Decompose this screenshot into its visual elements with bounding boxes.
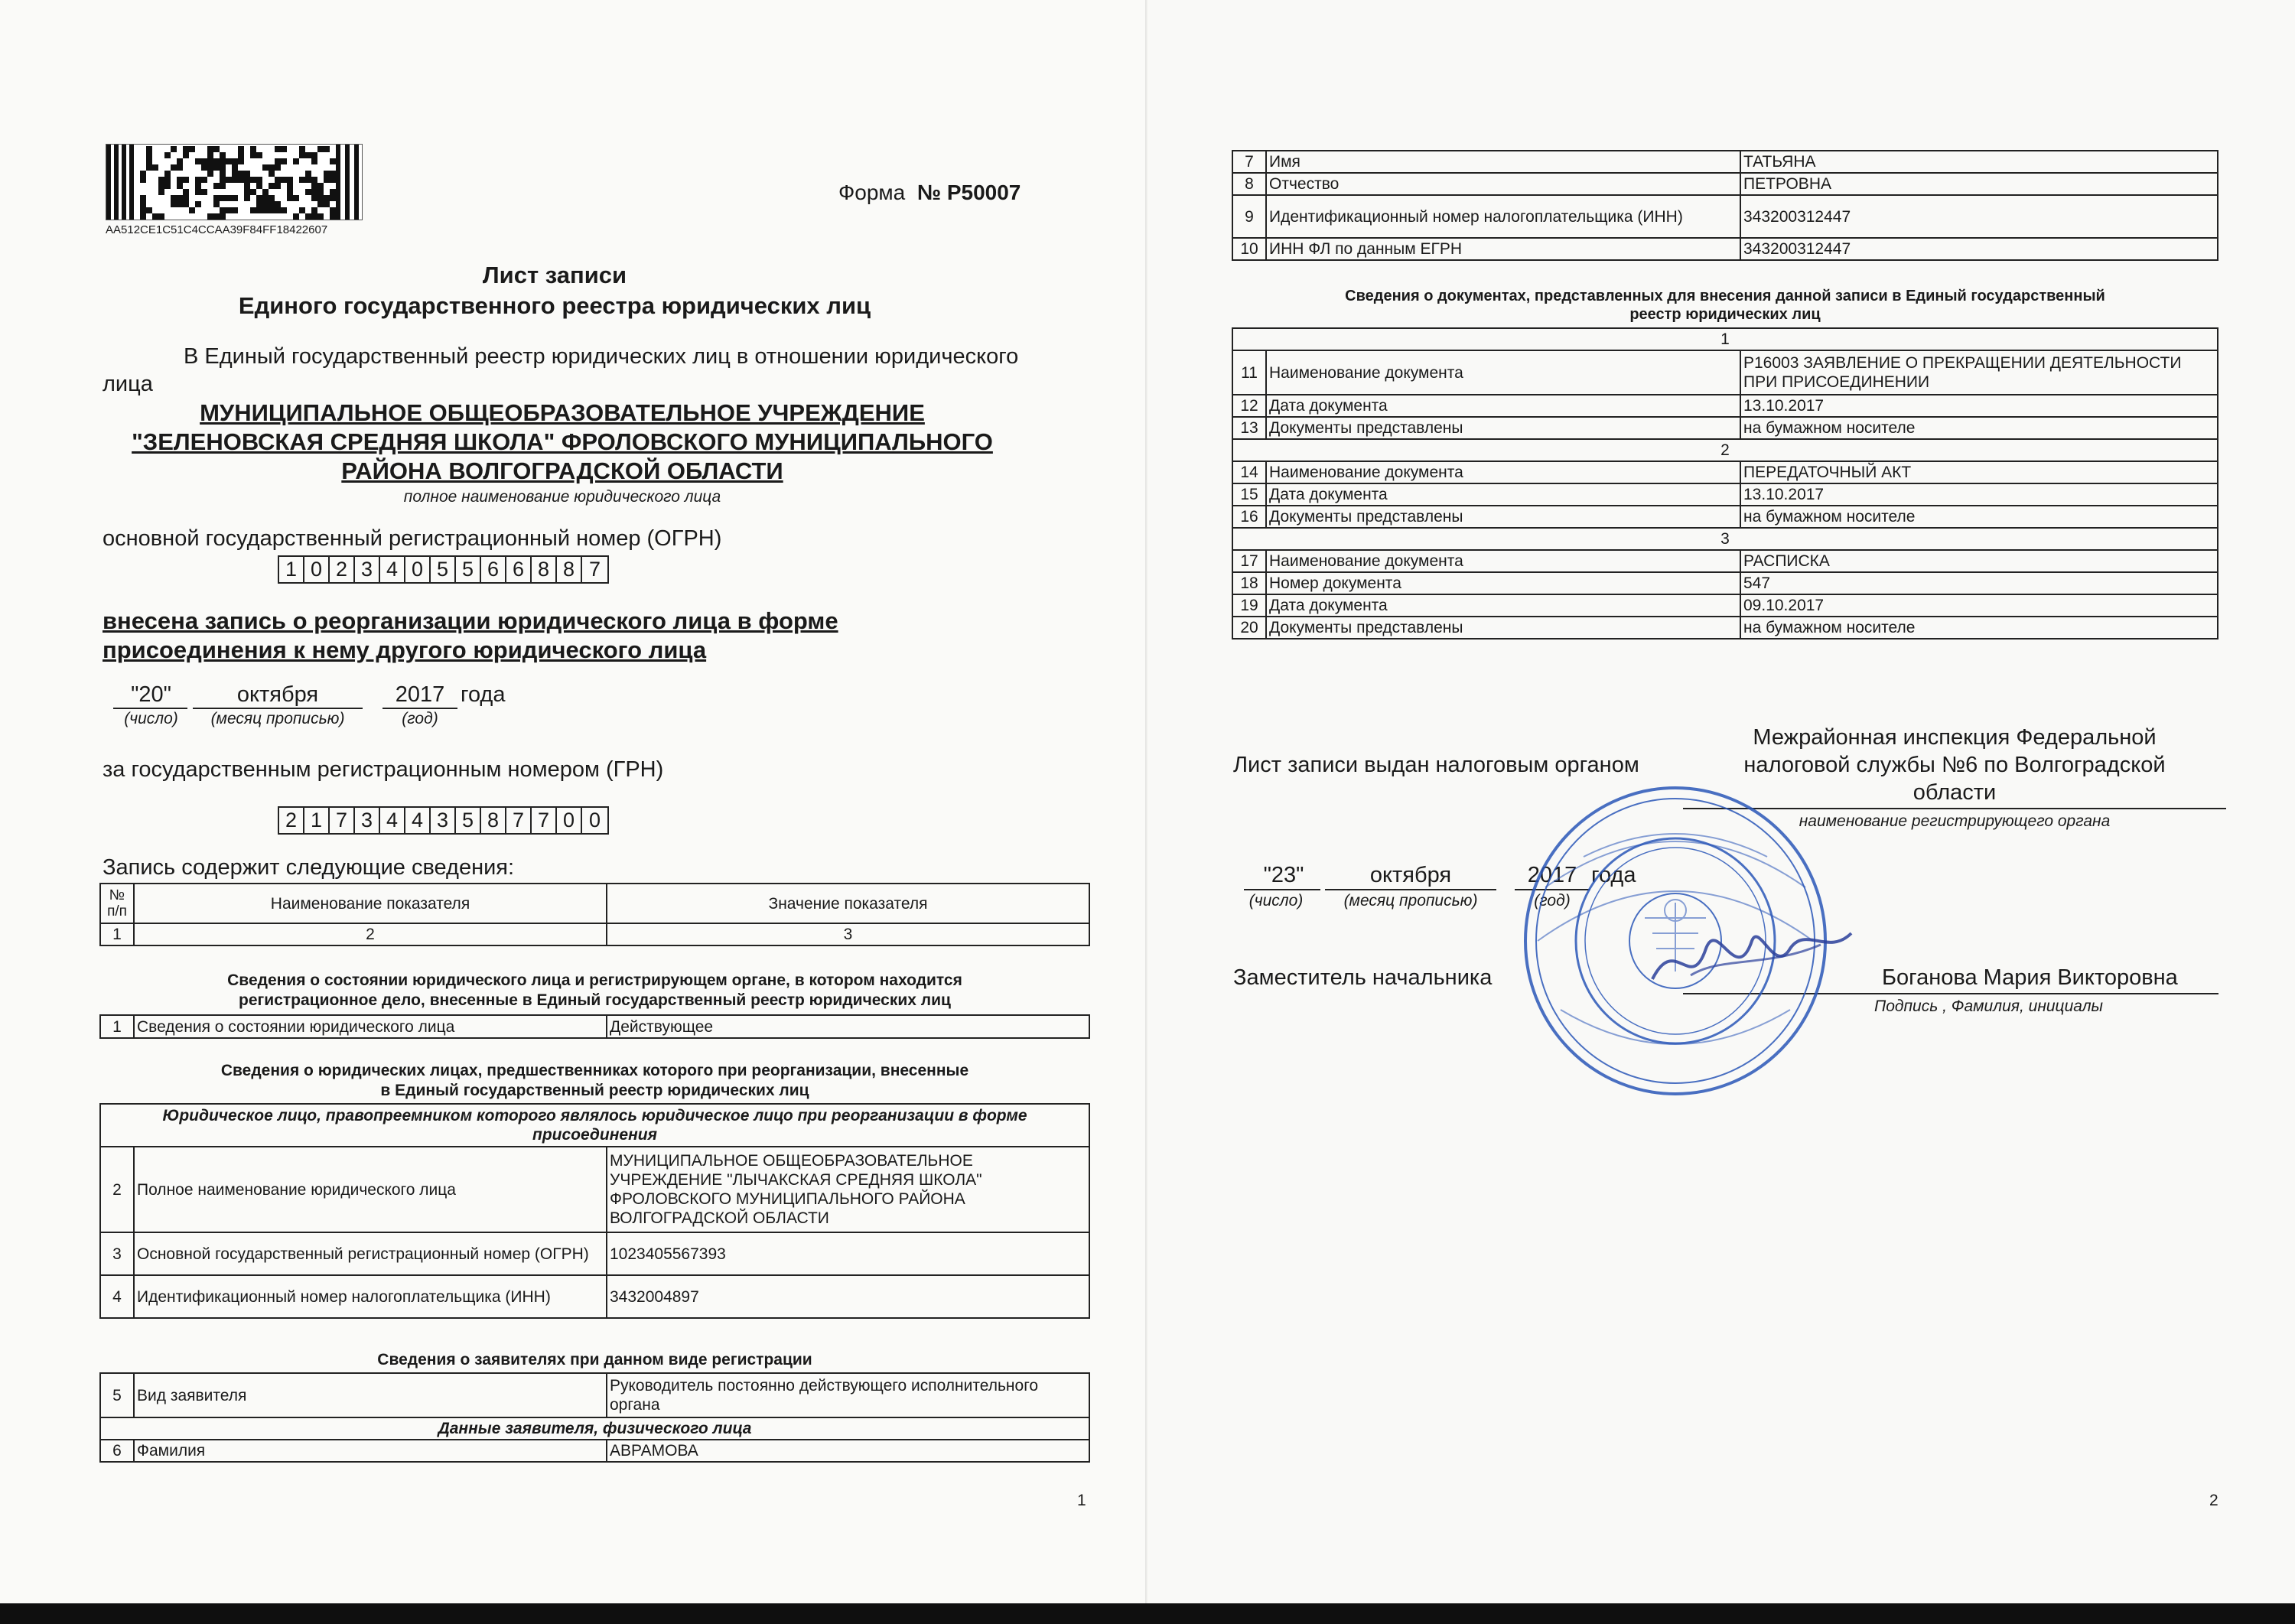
table-row bbox=[100, 1147, 1089, 1232]
row-name: Имя bbox=[1266, 151, 1740, 173]
year-caption: (год) bbox=[402, 710, 438, 727]
section1-title-line1: Сведения о состоянии юридического лица и регистрирующем органе, в котором находится bbox=[227, 971, 962, 989]
table-row bbox=[100, 1232, 1089, 1275]
section2-subtitle: Юридическое лицо, правопреемником которого являлось юридическое лицо при реорганизации в форме присоединения bbox=[100, 1104, 1089, 1147]
row-num: 17 bbox=[1232, 550, 1266, 572]
row-num: 7 bbox=[1232, 151, 1266, 173]
row-num: 18 bbox=[1232, 572, 1266, 594]
predecessor-table bbox=[99, 1103, 1090, 1319]
section2-title-line2: в Единый государственный реестр юридических лиц bbox=[380, 1082, 809, 1099]
row-name: Идентификационный номер налогоплательщика (ИНН) bbox=[134, 1275, 607, 1318]
ogrn-digit: 7 bbox=[588, 558, 601, 581]
row-value: 3432004897 bbox=[607, 1275, 1089, 1318]
table-row bbox=[1232, 483, 2218, 506]
grn-digit: 3 bbox=[431, 808, 456, 833]
grn-digit: 8 bbox=[481, 808, 506, 833]
row-num: 6 bbox=[100, 1440, 134, 1462]
docs-title-line1: Сведения о документах, представленных для внесения данной записи в Единый государственный bbox=[1345, 288, 2105, 304]
grn-digit: 1 bbox=[304, 808, 330, 833]
org-name-line2: "ЗЕЛЕНОВСКАЯ СРЕДНЯЯ ШКОЛА" ФРОЛОВСКОГО МУНИЦИПАЛЬНОГО bbox=[132, 428, 993, 455]
table-row bbox=[1232, 594, 2218, 617]
row-name: Наименование документа bbox=[1266, 461, 1740, 483]
applicant-table-continued bbox=[1232, 150, 2218, 261]
table-row bbox=[1232, 550, 2218, 572]
signature bbox=[1645, 903, 1859, 1002]
record-month: октября bbox=[236, 682, 319, 707]
signer-position: Заместитель начальника bbox=[1233, 965, 1493, 990]
issue-month: октября bbox=[1369, 863, 1452, 887]
documents-table bbox=[1232, 327, 2218, 640]
grn-digit: 4 bbox=[405, 808, 431, 833]
row-num: 19 bbox=[1232, 594, 1266, 617]
grn-number bbox=[278, 806, 609, 835]
row-value: МУНИЦИПАЛЬНОЕ ОБЩЕОБРАЗОВАТЕЛЬНОЕ УЧРЕЖДЕНИЕ "ЛЫЧАКСКАЯ СРЕДНЯЯ ШКОЛА" ФРОЛОВСКОГО МУНИЦИПАЛЬНОГО РАЙОНА ВОЛГОГРАДСКОЙ ОБЛАСТИ bbox=[607, 1147, 1089, 1232]
record-line1: внесена запись о реорганизации юридического лица в форме bbox=[103, 607, 838, 634]
col-value-header: Значение показателя bbox=[607, 884, 1089, 923]
ogrn-digit: 6 bbox=[506, 557, 532, 582]
row-value: 547 bbox=[1740, 572, 2218, 594]
issue-year-suffix: года bbox=[1591, 863, 1636, 887]
ogrn-digit: 2 bbox=[330, 557, 355, 582]
record-year-suffix: года bbox=[461, 682, 506, 707]
row-num: 10 bbox=[1232, 238, 1266, 260]
grn-digit: 2 bbox=[279, 808, 304, 833]
table-row bbox=[1232, 461, 2218, 483]
intro-line1: В Единый государственный реестр юридических лиц в отношении юридического bbox=[184, 344, 1019, 369]
record-day: "20" bbox=[131, 682, 171, 707]
row-name: Вид заявителя bbox=[134, 1373, 607, 1417]
row-value: РАСПИСКА bbox=[1740, 550, 2218, 572]
row-num: 16 bbox=[1232, 506, 1266, 528]
issue-month-caption: (месяц прописью) bbox=[1343, 892, 1478, 910]
issuer-caption: наименование регистрирующего органа bbox=[1799, 812, 2111, 830]
grn-digit: 7 bbox=[532, 808, 557, 833]
row-name: Документы представлены bbox=[1266, 417, 1740, 439]
issuer-line2: налоговой службы №6 по Волгоградской bbox=[1743, 753, 2166, 777]
row-name: Отчество bbox=[1266, 173, 1740, 195]
table-row bbox=[100, 1440, 1089, 1462]
col-index-1: 1 bbox=[100, 923, 134, 945]
table-row bbox=[100, 1373, 1089, 1417]
row-num: 11 bbox=[1232, 350, 1266, 395]
grn-digit: 4 bbox=[380, 808, 405, 833]
ogrn-label: основной государственный регистрационный номер (ОГРН) bbox=[103, 526, 722, 551]
row-name: Основной государственный регистрационный номер (ОГРН) bbox=[134, 1232, 607, 1275]
row-value: на бумажном носителе bbox=[1740, 506, 2218, 528]
grn-digit: 7 bbox=[330, 808, 355, 833]
row-name: Наименование документа bbox=[1266, 350, 1740, 395]
row-num: 1 bbox=[100, 1015, 134, 1038]
table-row bbox=[1232, 395, 2218, 417]
doc-group-2: 2 bbox=[1232, 439, 2218, 461]
issue-day-caption: (число) bbox=[1248, 892, 1304, 910]
ogrn-digit: 8 bbox=[532, 557, 557, 582]
table-row bbox=[1232, 417, 2218, 439]
signer-caption: Подпись , Фамилия, инициалы bbox=[1874, 998, 2103, 1015]
row-num: 9 bbox=[1232, 195, 1266, 238]
row-name: Идентификационный номер налогоплательщика (ИНН) bbox=[1266, 195, 1740, 238]
ogrn-digit: 8 bbox=[557, 557, 582, 582]
table-row bbox=[1232, 506, 2218, 528]
grn-digit: 7 bbox=[506, 808, 532, 833]
row-name: Сведения о состоянии юридического лица bbox=[134, 1015, 607, 1038]
row-value: 13.10.2017 bbox=[1740, 483, 2218, 506]
row-value: ПЕТРОВНА bbox=[1740, 173, 2218, 195]
row-num: 2 bbox=[100, 1147, 134, 1232]
row-value: АВРАМОВА bbox=[607, 1440, 1089, 1462]
ogrn-number bbox=[278, 555, 609, 584]
ogrn-digit: 6 bbox=[481, 557, 506, 582]
table-row bbox=[1232, 572, 2218, 594]
table-row bbox=[1232, 617, 2218, 639]
day-caption: (число) bbox=[124, 710, 178, 727]
row-value: на бумажном носителе bbox=[1740, 617, 2218, 639]
table-row bbox=[1232, 173, 2218, 195]
row-value: ПЕРЕДАТОЧНЫЙ АКТ bbox=[1740, 461, 2218, 483]
ogrn-digit: 5 bbox=[456, 557, 481, 582]
row-value: Р16003 ЗАЯВЛЕНИЕ О ПРЕКРАЩЕНИИ ДЕЯТЕЛЬНОСТИ ПРИ ПРИСОЕДИНЕНИИ bbox=[1740, 350, 2218, 395]
section1-title-line2: регистрационное дело, внесенные в Единый государственный реестр юридических лиц bbox=[239, 991, 951, 1009]
row-num: 12 bbox=[1232, 395, 1266, 417]
row-value: 343200312447 bbox=[1740, 238, 2218, 260]
row-num: 5 bbox=[100, 1373, 134, 1417]
issue-day: "23" bbox=[1263, 863, 1304, 887]
row-num: 14 bbox=[1232, 461, 1266, 483]
ogrn-digit: 5 bbox=[431, 557, 456, 582]
grn-digit: 3 bbox=[355, 808, 380, 833]
title-line2: Единого государственного реестра юридических лиц bbox=[238, 292, 871, 319]
row-name: Документы представлены bbox=[1266, 617, 1740, 639]
col-num-header: № п/п bbox=[100, 884, 134, 923]
doc-group-3: 3 bbox=[1232, 528, 2218, 550]
docs-title-line2: реестр юридических лиц bbox=[1629, 306, 1821, 323]
row-name: Дата документа bbox=[1266, 594, 1740, 617]
ogrn-digit: 0 bbox=[304, 557, 330, 582]
issue-year-caption: (год) bbox=[1534, 892, 1571, 910]
ogrn-digit: 0 bbox=[405, 557, 431, 582]
barcode bbox=[106, 144, 363, 220]
row-num: 13 bbox=[1232, 417, 1266, 439]
page-number: 1 bbox=[1077, 1492, 1086, 1509]
row-name: Фамилия bbox=[134, 1440, 607, 1462]
row-name: Наименование документа bbox=[1266, 550, 1740, 572]
row-value: Действующее bbox=[607, 1015, 1089, 1038]
signer-name: Боганова Мария Викторовна bbox=[1882, 965, 2178, 990]
row-name: Номер документа bbox=[1266, 572, 1740, 594]
section3-subtitle: Данные заявителя, физического лица bbox=[100, 1417, 1089, 1440]
grn-digit: 5 bbox=[456, 808, 481, 833]
state-table bbox=[99, 1014, 1090, 1039]
issued-label: Лист записи выдан налоговым органом bbox=[1233, 753, 1639, 777]
record-line2: присоединения к нему другого юридического лица bbox=[103, 636, 707, 663]
org-name-line1: МУНИЦИПАЛЬНОЕ ОБЩЕОБРАЗОВАТЕЛЬНОЕ УЧРЕЖДЕНИЕ bbox=[200, 399, 925, 426]
issue-year: 2017 bbox=[1527, 863, 1577, 887]
row-num: 20 bbox=[1232, 617, 1266, 639]
col-index-3: 3 bbox=[607, 923, 1089, 945]
col-index-2: 2 bbox=[134, 923, 607, 945]
org-name-line3: РАЙОНА ВОЛГОГРАДСКОЙ ОБЛАСТИ bbox=[341, 457, 783, 484]
table-row bbox=[100, 1015, 1089, 1038]
org-name-caption: полное наименование юридического лица bbox=[403, 488, 721, 506]
ogrn-digit: 3 bbox=[355, 557, 380, 582]
table-row bbox=[1232, 238, 2218, 260]
ogrn-digit: 4 bbox=[380, 557, 405, 582]
section3-title: Сведения о заявителях при данном виде регистрации bbox=[377, 1351, 812, 1369]
record-year: 2017 bbox=[395, 682, 445, 707]
row-name: ИНН ФЛ по данным ЕГРН bbox=[1266, 238, 1740, 260]
row-value: 13.10.2017 bbox=[1740, 395, 2218, 417]
grn-digit: 0 bbox=[557, 808, 582, 833]
grn-digit: 0 bbox=[588, 809, 601, 832]
row-name: Дата документа bbox=[1266, 483, 1740, 506]
row-name: Полное наименование юридического лица bbox=[134, 1147, 607, 1232]
table-row bbox=[1232, 151, 2218, 173]
row-value: ТАТЬЯНА bbox=[1740, 151, 2218, 173]
issuer-line3: области bbox=[1912, 780, 1997, 805]
scan-edge bbox=[0, 1603, 2295, 1624]
grn-label: за государственным регистрационным номером (ГРН) bbox=[103, 757, 664, 782]
title-line1: Лист записи bbox=[482, 262, 627, 288]
section2-title-line1: Сведения о юридических лицах, предшественниках которого при реорганизации, внесенные bbox=[220, 1062, 969, 1079]
page-number: 2 bbox=[2209, 1492, 2218, 1509]
contents-label: Запись содержит следующие сведения: bbox=[103, 855, 515, 880]
row-name: Документы представлены bbox=[1266, 506, 1740, 528]
row-num: 3 bbox=[100, 1232, 134, 1275]
intro-line2: лица bbox=[103, 372, 153, 396]
table-row bbox=[1232, 195, 2218, 238]
header-table bbox=[99, 883, 1090, 946]
row-value: 343200312447 bbox=[1740, 195, 2218, 238]
applicant-table bbox=[99, 1372, 1090, 1463]
row-num: 4 bbox=[100, 1275, 134, 1318]
table-row bbox=[1232, 350, 2218, 395]
form-label: Форма № Р50007 bbox=[838, 181, 1021, 204]
row-value: 09.10.2017 bbox=[1740, 594, 2218, 617]
doc-group-1: 1 bbox=[1232, 328, 2218, 350]
col-name-header: Наименование показателя bbox=[134, 884, 607, 923]
issuer-line1: Межрайонная инспекция Федеральной bbox=[1753, 725, 2157, 750]
row-name: Дата документа bbox=[1266, 395, 1740, 417]
row-value: 1023405567393 bbox=[607, 1232, 1089, 1275]
table-row bbox=[100, 1275, 1089, 1318]
ogrn-digit: 1 bbox=[279, 557, 304, 582]
barcode-code: AA512CE1C51C4CCAA39F84FF18422607 bbox=[106, 223, 328, 236]
row-value: на бумажном носителе bbox=[1740, 417, 2218, 439]
row-value: Руководитель постоянно действующего исполнительного органа bbox=[607, 1373, 1089, 1417]
row-num: 8 bbox=[1232, 173, 1266, 195]
month-caption: (месяц прописью) bbox=[210, 710, 345, 727]
row-num: 15 bbox=[1232, 483, 1266, 506]
